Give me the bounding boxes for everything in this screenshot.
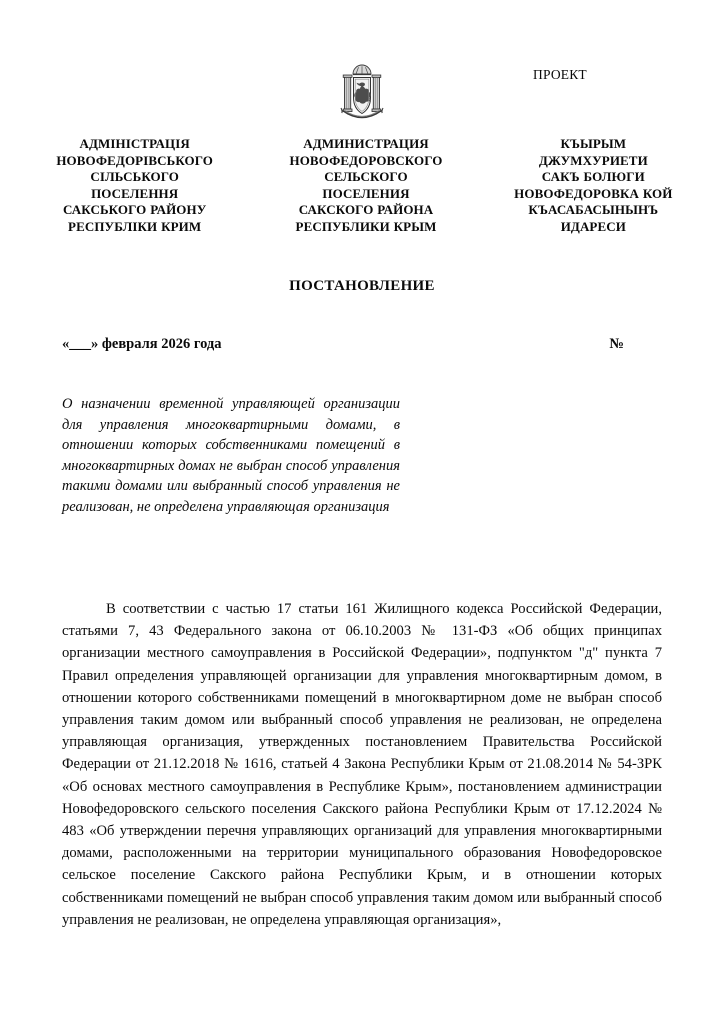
header-line: АДМИНИСТРАЦИЯ	[303, 136, 429, 151]
document-number-sign: №	[609, 336, 624, 352]
header-line: САКЪ БОЛЮГИ	[541, 169, 645, 184]
month-year: февраля 2026 года	[98, 336, 222, 352]
header-line: СІЛЬСЬКОГО	[90, 169, 179, 184]
quote-open: «	[62, 336, 70, 352]
header-line: СЕЛЬСКОГО	[324, 169, 408, 184]
header-line: РЕСПУБЛІКИ КРИМ	[68, 218, 202, 234]
header-line: КЪЫРЫМ	[560, 136, 627, 151]
document-subject: О назначении временной управляющей организации для управления многоквартирными домами, в отношении которых собственниками помещений в многоквартирных домах не выбран способ управления такими домами или выбранный способ управления не реализован, не определена управляющая организация	[62, 396, 400, 515]
draft-stamp: ПРОЕКТ	[533, 67, 587, 82]
document-body	[62, 598, 662, 931]
header-line: ПОСЕЛЕННЯ	[91, 185, 179, 201]
header-line: НОВОФЕДОРОВСКОГО	[289, 152, 443, 168]
header-line: ИДАРЕСИ	[560, 218, 626, 234]
header-line: САКСЬКОГО РАЙОНУ	[62, 202, 207, 217]
header-line: САКСКОГО РАЙОНА	[298, 202, 434, 217]
header-line: РЕСПУБЛИКИ КРЫМ	[295, 218, 437, 234]
coat-of-arms-of-crimea-icon	[336, 64, 388, 122]
header-line: ДЖУМХУРИЕТИ	[538, 152, 648, 168]
header-column-crimean-tatar	[481, 136, 706, 235]
quote-close: »	[91, 336, 99, 352]
header-line: НОВОФЕДОРІВСЬКОГО	[56, 152, 213, 168]
header-line: НОВОФЕДОРОВКА КОЙ	[514, 185, 673, 201]
header-column-ukrainian	[18, 136, 251, 235]
emblem-container	[0, 64, 724, 122]
date-and-number-line	[62, 336, 662, 353]
document-type-title: ПОСТАНОВЛЕНИЕ	[289, 278, 435, 294]
day-blank: ___	[69, 336, 91, 352]
document-date	[62, 336, 222, 353]
header-line: КЪАСАБАСЫНЫНЪ	[528, 202, 659, 217]
header-line: ПОСЕЛЕНИЯ	[322, 185, 410, 201]
organization-header	[0, 136, 724, 235]
body-paragraph: В соответствии с частью 17 статьи 161 Жилищного кодекса Российской Федерации, статьями 7, 43 Федерального закона от 06.10.2003 № 131-ФЗ «Об общих принципах организации местного самоуправления в Российской Федерации», подпунктом "д" пункта 7 Правил определения управляющей организации для управления многоквартирным домом, в отношении которого собственниками помещений в многоквартирном доме не выбран способ управления таким домом или выбранный способ управления не реализован, не определена управляющая организация, утвержденных постановлением Правительства Российской Федерации от 21.12.2018 № 1616, статьей 4 Закона Республики Крым от 21.08.2014 № 54-ЗРК «Об основах местного самоуправления в Республике Крым», постановлением администрации Новофедоровского сельского поселения Сакского района Республики Крым от 17.12.2024 № 483 «Об утверждении перечня управляющих организаций для управления многоквартирными домами, расположенными на территории муниципального образования Новофедоровское сельское поселение Сакского района Республики Крым, и в отношении которых собственниками помещений не выбран способ управления таким домом или выбранный способ управления не реализован, не определена управляющая организация»,	[62, 601, 662, 928]
header-column-russian	[251, 136, 480, 235]
header-line: АДМІНІСТРАЦІЯ	[79, 136, 190, 151]
